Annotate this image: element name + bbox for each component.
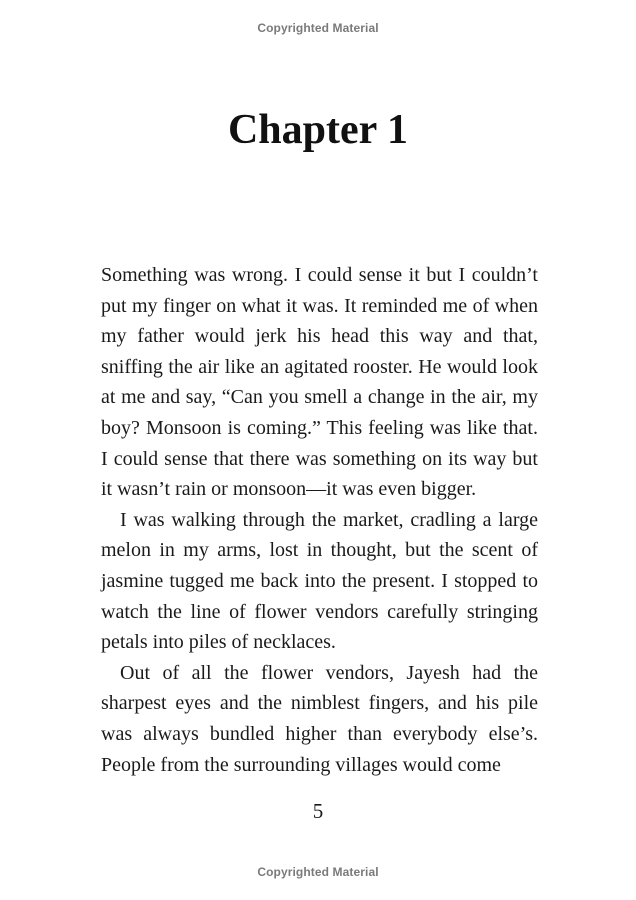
page-number: 5 (312, 799, 324, 823)
copyright-watermark-top: Copyrighted Material (257, 21, 379, 35)
paragraph-3: Out of all the flower vendors, Jayesh had the sharpest eyes and the nimblest fingers, and his pile was always bundled higher than everybody else’s. People from the surrounding villages would come (101, 661, 538, 776)
copyright-watermark-bottom: Copyrighted Material (257, 865, 379, 879)
chapter-body (101, 260, 538, 780)
chapter-title: Chapter 1 (227, 107, 409, 153)
paragraph-1: Something was wrong. I could sense it but I couldn’t put my finger on what it was. It reminded me of when my father would jerk his head this way and that, sniffing the air like an agitated rooster. He would look at me and say, “Can you smell a change in the air, my boy? Monsoon is coming.” This feeling was like that. I could sense that there was something on its way but it wasn’t rain or monsoon—it was even bigger. (101, 264, 538, 501)
paragraph-2: I was walking through the market, cradling a large melon in my arms, lost in thought, but the scent of jasmine tugged me back into the present. I stopped to watch the line of flower vendors carefully stringing petals into piles of necklaces. (101, 508, 538, 654)
